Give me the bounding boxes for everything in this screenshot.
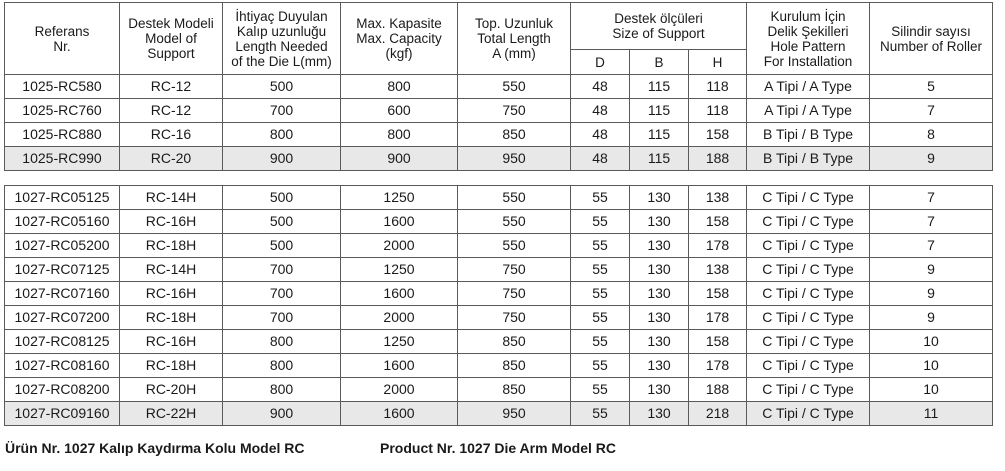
col-header-capacity: Max. Kapasite Max. Capacity (kgf) (341, 3, 458, 75)
cell-rollers: 10 (870, 378, 993, 402)
cell-d: 55 (571, 306, 630, 330)
cell-rollers: 10 (870, 354, 993, 378)
cell-total-length: 750 (458, 282, 571, 306)
table-row (5, 147, 993, 171)
table-row (5, 378, 993, 402)
cell-total-length: 850 (458, 330, 571, 354)
cell-ref: 1027-RC08160 (5, 354, 120, 378)
cell-model: RC-18H (120, 354, 223, 378)
footer-caption-tr: Ürün Nr. 1027 Kalıp Kaydırma Kolu Model RC (5, 440, 305, 456)
col-header-total-length: Top. Uzunluk Total Length A (mm) (458, 3, 571, 75)
cell-total-length: 850 (458, 123, 571, 147)
table-row (5, 306, 993, 330)
cell-total-length: 750 (458, 258, 571, 282)
cell-capacity: 1250 (341, 330, 458, 354)
cell-hole-pattern: C Tipi / C Type (747, 186, 870, 210)
cell-capacity: 1600 (341, 354, 458, 378)
cell-d: 55 (571, 186, 630, 210)
cell-model: RC-22H (120, 402, 223, 426)
cell-ref: 1027-RC08125 (5, 330, 120, 354)
cell-length-needed: 500 (223, 75, 341, 99)
cell-rollers: 9 (870, 258, 993, 282)
cell-b: 130 (630, 354, 689, 378)
spec-table-1025 (4, 2, 993, 171)
cell-total-length: 550 (458, 210, 571, 234)
cell-h: 158 (689, 210, 747, 234)
cell-rollers: 9 (870, 147, 993, 171)
cell-hole-pattern: A Tipi / A Type (747, 75, 870, 99)
cell-b: 130 (630, 258, 689, 282)
table-row (5, 99, 993, 123)
cell-b: 115 (630, 147, 689, 171)
cell-d: 55 (571, 354, 630, 378)
cell-h: 118 (689, 75, 747, 99)
cell-ref: 1025-RC760 (5, 99, 120, 123)
cell-ref: 1027-RC07125 (5, 258, 120, 282)
table-row (5, 330, 993, 354)
cell-h: 178 (689, 234, 747, 258)
cell-d: 55 (571, 234, 630, 258)
cell-ref: 1027-RC05160 (5, 210, 120, 234)
cell-h: 158 (689, 330, 747, 354)
cell-b: 130 (630, 306, 689, 330)
cell-model: RC-20 (120, 147, 223, 171)
cell-capacity: 2000 (341, 378, 458, 402)
spec-table-1027 (4, 185, 993, 426)
cell-hole-pattern: C Tipi / C Type (747, 282, 870, 306)
cell-rollers: 9 (870, 282, 993, 306)
cell-total-length: 950 (458, 402, 571, 426)
cell-length-needed: 500 (223, 234, 341, 258)
cell-ref: 1025-RC580 (5, 75, 120, 99)
table-row (5, 282, 993, 306)
cell-h: 188 (689, 378, 747, 402)
cell-rollers: 7 (870, 186, 993, 210)
cell-h: 158 (689, 123, 747, 147)
cell-b: 130 (630, 402, 689, 426)
cell-hole-pattern: B Tipi / B Type (747, 123, 870, 147)
cell-b: 130 (630, 282, 689, 306)
cell-rollers: 5 (870, 75, 993, 99)
cell-ref: 1025-RC880 (5, 123, 120, 147)
cell-rollers: 8 (870, 123, 993, 147)
cell-length-needed: 500 (223, 186, 341, 210)
cell-hole-pattern: C Tipi / C Type (747, 258, 870, 282)
cell-h: 218 (689, 402, 747, 426)
col-header-size: Destek ölçüleri Size of Support (571, 3, 747, 50)
cell-h: 178 (689, 306, 747, 330)
cell-d: 55 (571, 258, 630, 282)
cell-b: 115 (630, 99, 689, 123)
cell-capacity: 1250 (341, 186, 458, 210)
cell-capacity: 1600 (341, 282, 458, 306)
cell-length-needed: 500 (223, 210, 341, 234)
col-header-d: D (571, 50, 630, 75)
cell-hole-pattern: C Tipi / C Type (747, 210, 870, 234)
cell-d: 55 (571, 378, 630, 402)
cell-hole-pattern: B Tipi / B Type (747, 147, 870, 171)
cell-d: 48 (571, 147, 630, 171)
col-header-rollers: Silindir sayısı Number of Roller (870, 3, 993, 75)
table-row (5, 258, 993, 282)
cell-hole-pattern: C Tipi / C Type (747, 234, 870, 258)
cell-model: RC-16H (120, 330, 223, 354)
cell-model: RC-20H (120, 378, 223, 402)
cell-length-needed: 900 (223, 402, 341, 426)
cell-length-needed: 800 (223, 378, 341, 402)
cell-b: 130 (630, 210, 689, 234)
footer-caption-en: Product Nr. 1027 Die Arm Model RC (380, 440, 616, 456)
cell-model: RC-16H (120, 282, 223, 306)
cell-model: RC-14H (120, 186, 223, 210)
cell-d: 55 (571, 330, 630, 354)
cell-length-needed: 800 (223, 123, 341, 147)
col-header-length-needed: İhtiyaç Duyulan Kalıp uzunluğu Length Needed of the Die L(mm) (223, 3, 341, 75)
cell-capacity: 1600 (341, 210, 458, 234)
cell-d: 48 (571, 123, 630, 147)
cell-h: 138 (689, 258, 747, 282)
table-row (5, 123, 993, 147)
col-header-ref: Referans Nr. (5, 3, 120, 75)
cell-length-needed: 700 (223, 258, 341, 282)
cell-d: 55 (571, 282, 630, 306)
cell-ref: 1027-RC07160 (5, 282, 120, 306)
cell-length-needed: 800 (223, 354, 341, 378)
cell-h: 178 (689, 354, 747, 378)
cell-hole-pattern: C Tipi / C Type (747, 354, 870, 378)
cell-capacity: 900 (341, 147, 458, 171)
cell-rollers: 7 (870, 99, 993, 123)
cell-rollers: 9 (870, 306, 993, 330)
cell-hole-pattern: C Tipi / C Type (747, 306, 870, 330)
cell-length-needed: 700 (223, 306, 341, 330)
col-header-model: Destek Modeli Model of Support (120, 3, 223, 75)
cell-ref: 1027-RC08200 (5, 378, 120, 402)
cell-ref: 1027-RC05125 (5, 186, 120, 210)
cell-hole-pattern: C Tipi / C Type (747, 402, 870, 426)
cell-rollers: 10 (870, 330, 993, 354)
table-row (5, 186, 993, 210)
cell-total-length: 550 (458, 75, 571, 99)
col-header-h: H (689, 50, 747, 75)
cell-capacity: 2000 (341, 234, 458, 258)
table-row (5, 354, 993, 378)
cell-ref: 1027-RC09160 (5, 402, 120, 426)
cell-length-needed: 800 (223, 330, 341, 354)
cell-h: 118 (689, 99, 747, 123)
cell-capacity: 2000 (341, 306, 458, 330)
cell-capacity: 1250 (341, 258, 458, 282)
cell-hole-pattern: C Tipi / C Type (747, 378, 870, 402)
cell-model: RC-12 (120, 99, 223, 123)
cell-capacity: 600 (341, 99, 458, 123)
cell-total-length: 850 (458, 354, 571, 378)
cell-model: RC-12 (120, 75, 223, 99)
cell-ref: 1025-RC990 (5, 147, 120, 171)
cell-h: 158 (689, 282, 747, 306)
cell-total-length: 850 (458, 378, 571, 402)
cell-b: 115 (630, 75, 689, 99)
table-row (5, 234, 993, 258)
cell-ref: 1027-RC07200 (5, 306, 120, 330)
cell-model: RC-18H (120, 306, 223, 330)
cell-b: 115 (630, 123, 689, 147)
cell-model: RC-18H (120, 234, 223, 258)
cell-capacity: 1600 (341, 402, 458, 426)
table-row (5, 402, 993, 426)
cell-d: 55 (571, 402, 630, 426)
cell-length-needed: 700 (223, 99, 341, 123)
cell-total-length: 550 (458, 186, 571, 210)
cell-b: 130 (630, 234, 689, 258)
cell-b: 130 (630, 330, 689, 354)
cell-b: 130 (630, 378, 689, 402)
cell-model: RC-14H (120, 258, 223, 282)
cell-length-needed: 700 (223, 282, 341, 306)
cell-ref: 1027-RC05200 (5, 234, 120, 258)
cell-d: 48 (571, 75, 630, 99)
cell-rollers: 7 (870, 234, 993, 258)
cell-hole-pattern: A Tipi / A Type (747, 99, 870, 123)
cell-total-length: 950 (458, 147, 571, 171)
cell-total-length: 550 (458, 234, 571, 258)
cell-d: 55 (571, 210, 630, 234)
cell-capacity: 800 (341, 75, 458, 99)
col-header-b: B (630, 50, 689, 75)
cell-rollers: 7 (870, 210, 993, 234)
cell-rollers: 11 (870, 402, 993, 426)
cell-d: 48 (571, 99, 630, 123)
cell-capacity: 800 (341, 123, 458, 147)
cell-total-length: 750 (458, 99, 571, 123)
cell-model: RC-16H (120, 210, 223, 234)
cell-length-needed: 900 (223, 147, 341, 171)
cell-b: 130 (630, 186, 689, 210)
cell-model: RC-16 (120, 123, 223, 147)
cell-h: 138 (689, 186, 747, 210)
cell-h: 188 (689, 147, 747, 171)
cell-total-length: 750 (458, 306, 571, 330)
table-row (5, 210, 993, 234)
table-row (5, 75, 993, 99)
col-header-hole-pattern: Kurulum İçin Delik Şekilleri Hole Pattern For Installation (747, 3, 870, 75)
cell-hole-pattern: C Tipi / C Type (747, 330, 870, 354)
